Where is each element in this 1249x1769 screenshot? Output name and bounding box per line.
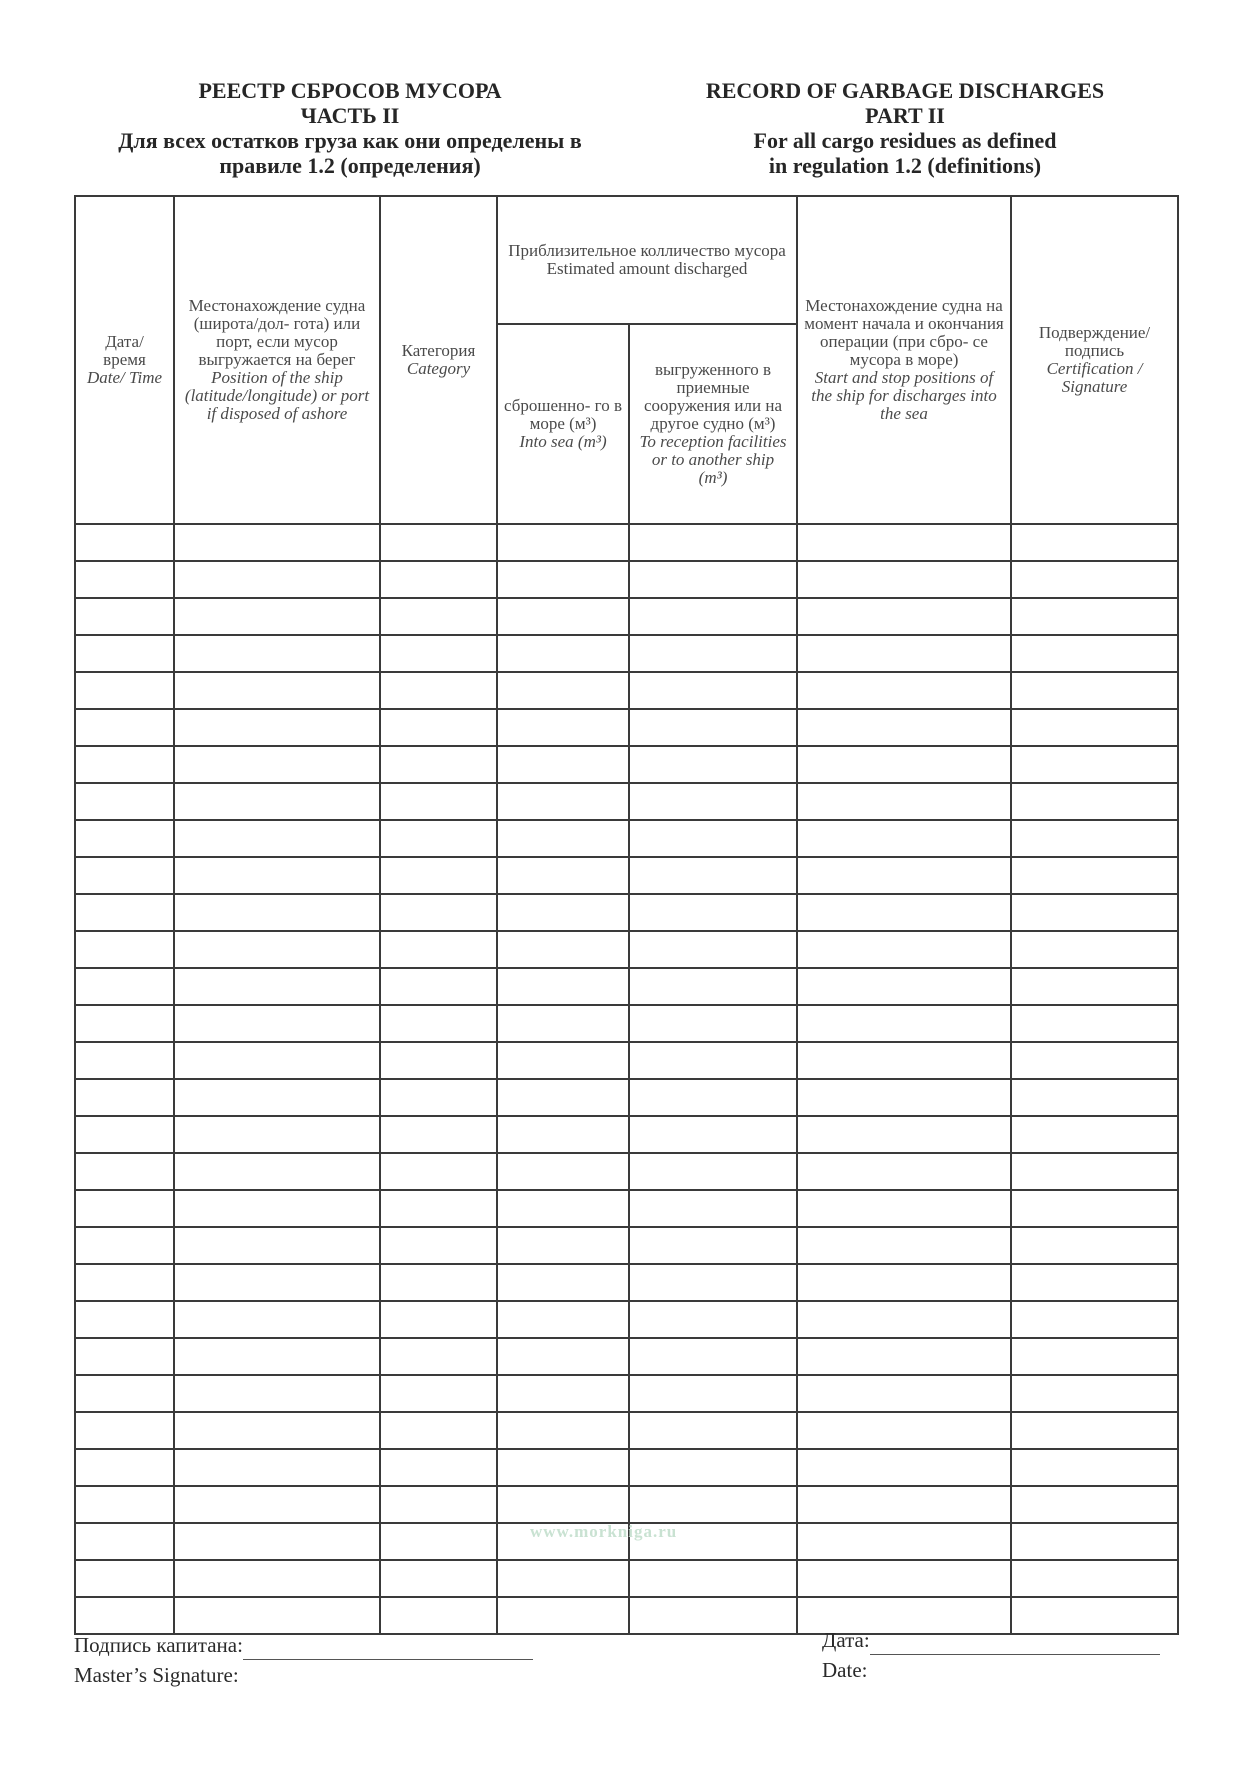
table-cell[interactable] — [797, 968, 1011, 1005]
table-cell[interactable] — [797, 1227, 1011, 1264]
table-cell[interactable] — [174, 1005, 380, 1042]
master-signature-block — [74, 1630, 594, 1690]
table-cell[interactable] — [497, 1227, 629, 1264]
table-cell[interactable] — [75, 1486, 174, 1523]
table-row — [75, 1227, 1178, 1264]
table-cell[interactable] — [75, 1190, 174, 1227]
table-row — [75, 672, 1178, 709]
header-position: Местонахождение судна (широта/дол- гота) или порт, если мусор выгружается на берег Position of the ship (latitude/longitude) or port if disposed of ashore — [174, 196, 380, 524]
table-cell[interactable] — [1011, 931, 1178, 968]
table-cell[interactable] — [174, 1079, 380, 1116]
table-cell[interactable] — [797, 746, 1011, 783]
table-cell[interactable] — [1011, 1560, 1178, 1597]
table-cell[interactable] — [174, 524, 380, 561]
table-cell[interactable] — [75, 1523, 174, 1560]
table-cell[interactable] — [75, 1375, 174, 1412]
table-cell[interactable] — [380, 635, 497, 672]
table-cell[interactable] — [174, 1116, 380, 1153]
table-cell[interactable] — [174, 598, 380, 635]
table-cell[interactable] — [380, 857, 497, 894]
title-english — [665, 78, 1145, 178]
table-cell[interactable] — [497, 931, 629, 968]
table-cell[interactable] — [1011, 1486, 1178, 1523]
table-cell[interactable] — [797, 1190, 1011, 1227]
table-cell[interactable] — [1011, 709, 1178, 746]
table-row — [75, 894, 1178, 931]
table-cell[interactable] — [629, 1116, 797, 1153]
table-cell[interactable] — [629, 857, 797, 894]
title-ru-line3: Для всех остатков груза как они определены в — [118, 128, 582, 153]
table-cell[interactable] — [380, 1005, 497, 1042]
table-cell[interactable] — [497, 1301, 629, 1338]
table-cell[interactable] — [1011, 672, 1178, 709]
table-row — [75, 709, 1178, 746]
table-cell[interactable] — [629, 1042, 797, 1079]
table-row — [75, 524, 1178, 561]
header-start-stop-positions: Местонахождение судна на момент начала и окончания операции (при сбро- се мусора в море) Start and stop positions of the ship for discharges into the sea — [797, 196, 1011, 524]
table-cell[interactable] — [1011, 524, 1178, 561]
title-en-line3: For all cargo residues as defined — [753, 128, 1057, 153]
table-cell[interactable] — [797, 1079, 1011, 1116]
table-cell[interactable] — [380, 746, 497, 783]
table-cell[interactable] — [380, 709, 497, 746]
table-cell[interactable] — [174, 1560, 380, 1597]
table-cell[interactable] — [75, 672, 174, 709]
table-cell[interactable] — [1011, 894, 1178, 931]
table-cell[interactable] — [75, 931, 174, 968]
table-row — [75, 598, 1178, 635]
table-cell[interactable] — [75, 1005, 174, 1042]
table-row — [75, 968, 1178, 1005]
table-cell[interactable] — [629, 894, 797, 931]
table-cell[interactable] — [174, 1338, 380, 1375]
table-cell[interactable] — [380, 1153, 497, 1190]
table-row — [75, 746, 1178, 783]
table-cell[interactable] — [497, 1597, 629, 1634]
table-cell[interactable] — [497, 783, 629, 820]
table-row — [75, 931, 1178, 968]
table-cell[interactable] — [497, 1412, 629, 1449]
table-cell[interactable] — [380, 1597, 497, 1634]
master-signature-en-label: Master’s Signature: — [74, 1663, 239, 1687]
table-cell[interactable] — [174, 672, 380, 709]
table-cell[interactable] — [380, 783, 497, 820]
table-cell[interactable] — [497, 1153, 629, 1190]
table-cell[interactable] — [75, 1079, 174, 1116]
title-ru-line2: ЧАСТЬ II — [300, 103, 400, 128]
table-cell[interactable] — [797, 931, 1011, 968]
table-cell[interactable] — [174, 820, 380, 857]
table-row — [75, 1301, 1178, 1338]
table-cell[interactable] — [380, 1486, 497, 1523]
table-cell[interactable] — [380, 1042, 497, 1079]
table-row — [75, 1560, 1178, 1597]
table-cell[interactable] — [380, 968, 497, 1005]
table-cell[interactable] — [629, 820, 797, 857]
table-cell[interactable] — [497, 598, 629, 635]
table-cell[interactable] — [380, 1301, 497, 1338]
table-cell[interactable] — [797, 1560, 1011, 1597]
table-cell[interactable] — [497, 561, 629, 598]
table-cell[interactable] — [1011, 1190, 1178, 1227]
table-cell[interactable] — [1011, 746, 1178, 783]
table-cell[interactable] — [629, 672, 797, 709]
table-cell[interactable] — [497, 1264, 629, 1301]
table-cell[interactable] — [797, 1412, 1011, 1449]
table-cell[interactable] — [380, 672, 497, 709]
header-to-reception: выгруженного в приемные сооружения или на другое судно (м³) To reception facilities or to another ship (m³) — [629, 324, 797, 524]
table-cell[interactable] — [797, 598, 1011, 635]
table-cell[interactable] — [629, 1597, 797, 1634]
table-cell[interactable] — [75, 968, 174, 1005]
table-cell[interactable] — [1011, 561, 1178, 598]
table-cell[interactable] — [797, 1375, 1011, 1412]
table-row — [75, 1449, 1178, 1486]
table-cell[interactable] — [174, 1486, 380, 1523]
table-cell[interactable] — [75, 1227, 174, 1264]
table-cell[interactable] — [497, 746, 629, 783]
table-cell[interactable] — [75, 709, 174, 746]
table-cell[interactable] — [174, 746, 380, 783]
table-cell[interactable] — [497, 672, 629, 709]
table-cell[interactable] — [75, 1301, 174, 1338]
table-cell[interactable] — [380, 1116, 497, 1153]
table-cell[interactable] — [797, 1042, 1011, 1079]
table-cell[interactable] — [797, 561, 1011, 598]
table-cell[interactable] — [75, 1412, 174, 1449]
table-cell[interactable] — [629, 1486, 797, 1523]
table-cell[interactable] — [497, 1449, 629, 1486]
table-cell[interactable] — [1011, 1523, 1178, 1560]
table-row — [75, 783, 1178, 820]
title-ru-line4: правиле 1.2 (определения) — [219, 153, 481, 178]
table-cell[interactable] — [797, 1449, 1011, 1486]
table-cell[interactable] — [797, 1486, 1011, 1523]
table-cell[interactable] — [1011, 598, 1178, 635]
table-cell[interactable] — [629, 746, 797, 783]
table-row — [75, 635, 1178, 672]
table-cell[interactable] — [629, 524, 797, 561]
table-cell[interactable] — [497, 894, 629, 931]
table-cell[interactable] — [1011, 1301, 1178, 1338]
table-cell[interactable] — [75, 635, 174, 672]
table-cell[interactable] — [797, 524, 1011, 561]
title-russian — [85, 78, 615, 178]
table-cell[interactable] — [797, 820, 1011, 857]
table-cell[interactable] — [1011, 1412, 1178, 1449]
table-cell[interactable] — [174, 635, 380, 672]
record-table-body — [75, 524, 1178, 1634]
title-en-line1: RECORD OF GARBAGE DISCHARGES — [705, 78, 1105, 103]
table-cell[interactable] — [75, 857, 174, 894]
table-cell[interactable] — [1011, 820, 1178, 857]
garbage-record-table — [74, 195, 1179, 1635]
table-cell[interactable] — [75, 783, 174, 820]
table-cell[interactable] — [1011, 857, 1178, 894]
table-cell[interactable] — [380, 524, 497, 561]
table-cell[interactable] — [797, 1264, 1011, 1301]
table-cell[interactable] — [797, 1523, 1011, 1560]
table-cell[interactable] — [174, 1190, 380, 1227]
table-cell[interactable] — [380, 1227, 497, 1264]
table-cell[interactable] — [1011, 1079, 1178, 1116]
table-cell[interactable] — [629, 598, 797, 635]
table-cell[interactable] — [75, 894, 174, 931]
table-cell[interactable] — [380, 1449, 497, 1486]
table-cell[interactable] — [174, 1523, 380, 1560]
table-cell[interactable] — [1011, 968, 1178, 1005]
table-cell[interactable] — [629, 561, 797, 598]
table-cell[interactable] — [380, 1560, 497, 1597]
table-cell[interactable] — [174, 1301, 380, 1338]
table-cell[interactable] — [497, 857, 629, 894]
date-ru-label: Дата: — [822, 1628, 870, 1652]
table-cell[interactable] — [629, 1375, 797, 1412]
table-row — [75, 1079, 1178, 1116]
table-cell[interactable] — [629, 968, 797, 1005]
table-cell[interactable] — [629, 1264, 797, 1301]
table-cell[interactable] — [75, 820, 174, 857]
date-line[interactable] — [870, 1632, 1160, 1655]
table-cell[interactable] — [629, 1412, 797, 1449]
title-en-line2: PART II — [865, 103, 945, 128]
table-cell[interactable] — [174, 1042, 380, 1079]
table-cell[interactable] — [380, 1412, 497, 1449]
table-cell[interactable] — [174, 1412, 380, 1449]
table-cell[interactable] — [797, 672, 1011, 709]
table-cell[interactable] — [497, 1079, 629, 1116]
table-cell[interactable] — [797, 635, 1011, 672]
table-cell[interactable] — [75, 1338, 174, 1375]
table-cell[interactable] — [174, 1375, 380, 1412]
table-row — [75, 1486, 1178, 1523]
table-cell[interactable] — [497, 820, 629, 857]
master-signature-line[interactable] — [243, 1637, 533, 1660]
table-cell[interactable] — [497, 1042, 629, 1079]
watermark: www.morkniga.ru — [530, 1522, 678, 1541]
table-cell[interactable] — [380, 1375, 497, 1412]
table-cell[interactable] — [174, 1449, 380, 1486]
date-block — [822, 1625, 1182, 1685]
table-cell[interactable] — [174, 561, 380, 598]
table-cell[interactable] — [1011, 1153, 1178, 1190]
table-cell[interactable] — [797, 1005, 1011, 1042]
table-cell[interactable] — [1011, 1227, 1178, 1264]
table-row — [75, 561, 1178, 598]
table-row — [75, 1264, 1178, 1301]
table-row — [75, 1153, 1178, 1190]
header-certification: Подверждение/ подпись Certification / Signature — [1011, 196, 1178, 524]
table-cell[interactable] — [629, 1153, 797, 1190]
table-cell[interactable] — [174, 783, 380, 820]
table-cell[interactable] — [497, 1560, 629, 1597]
table-cell[interactable] — [797, 783, 1011, 820]
table-cell[interactable] — [1011, 1338, 1178, 1375]
table-cell[interactable] — [380, 1264, 497, 1301]
table-cell[interactable] — [75, 1116, 174, 1153]
table-row — [75, 1412, 1178, 1449]
table-cell[interactable] — [1011, 1005, 1178, 1042]
master-signature-ru-row — [74, 1630, 594, 1660]
table-cell[interactable] — [497, 1190, 629, 1227]
table-cell[interactable] — [629, 709, 797, 746]
table-cell[interactable] — [1011, 1116, 1178, 1153]
table-row — [75, 820, 1178, 857]
table-cell[interactable] — [75, 1560, 174, 1597]
table-cell[interactable] — [629, 1560, 797, 1597]
table-cell[interactable] — [629, 1338, 797, 1375]
table-cell[interactable] — [497, 1005, 629, 1042]
table-cell[interactable] — [75, 561, 174, 598]
table-row — [75, 1190, 1178, 1227]
table-cell[interactable] — [629, 931, 797, 968]
master-signature-ru-label: Подпись капитана: — [74, 1633, 243, 1657]
table-cell[interactable] — [797, 894, 1011, 931]
table-cell[interactable] — [380, 894, 497, 931]
header-estimated-amount: Приблизительное колличество мусора Estimated amount discharged — [497, 196, 797, 324]
table-cell[interactable] — [497, 524, 629, 561]
table-cell[interactable] — [497, 1338, 629, 1375]
table-row — [75, 1375, 1178, 1412]
table-cell[interactable] — [1011, 635, 1178, 672]
table-cell[interactable] — [629, 783, 797, 820]
table-cell[interactable] — [380, 1190, 497, 1227]
table-cell[interactable] — [174, 1597, 380, 1634]
title-ru-line1: РЕЕСТР СБРОСОВ МУСОРА — [198, 78, 502, 103]
table-cell[interactable] — [629, 1079, 797, 1116]
table-cell[interactable] — [174, 1227, 380, 1264]
table-cell[interactable] — [629, 635, 797, 672]
table-cell[interactable] — [629, 1301, 797, 1338]
header-category: Категория Category — [380, 196, 497, 524]
table-row — [75, 1042, 1178, 1079]
table-cell[interactable] — [497, 968, 629, 1005]
table-cell[interactable] — [497, 1486, 629, 1523]
table-cell[interactable] — [629, 1190, 797, 1227]
table-row — [75, 1338, 1178, 1375]
table-cell[interactable] — [1011, 1264, 1178, 1301]
table-row — [75, 1116, 1178, 1153]
table-cell[interactable] — [174, 894, 380, 931]
table-cell[interactable] — [1011, 1449, 1178, 1486]
table-cell[interactable] — [797, 1338, 1011, 1375]
table-cell[interactable] — [174, 931, 380, 968]
date-en-label: Date: — [822, 1658, 868, 1682]
table-cell[interactable] — [75, 1264, 174, 1301]
table-cell[interactable] — [75, 524, 174, 561]
table-cell[interactable] — [497, 1375, 629, 1412]
table-cell[interactable] — [75, 746, 174, 783]
table-row — [75, 857, 1178, 894]
table-cell[interactable] — [75, 1597, 174, 1634]
table-cell[interactable] — [797, 857, 1011, 894]
table-cell[interactable] — [380, 931, 497, 968]
table-cell[interactable] — [1011, 1375, 1178, 1412]
table-cell[interactable] — [497, 709, 629, 746]
header-date-time: Дата/ время Date/ Time — [75, 196, 174, 524]
table-cell[interactable] — [380, 598, 497, 635]
table-cell[interactable] — [1011, 783, 1178, 820]
table-cell[interactable] — [380, 1338, 497, 1375]
table-cell[interactable] — [75, 598, 174, 635]
table-cell[interactable] — [174, 709, 380, 746]
table-cell[interactable] — [629, 1227, 797, 1264]
table-cell[interactable] — [75, 1449, 174, 1486]
table-cell[interactable] — [380, 820, 497, 857]
table-cell[interactable] — [497, 1116, 629, 1153]
table-cell[interactable] — [497, 635, 629, 672]
table-cell[interactable] — [380, 1079, 497, 1116]
table-cell[interactable] — [797, 1116, 1011, 1153]
record-table-container — [74, 195, 1177, 1581]
table-cell[interactable] — [797, 709, 1011, 746]
table-cell[interactable] — [629, 1005, 797, 1042]
table-cell[interactable] — [797, 1301, 1011, 1338]
table-cell[interactable] — [797, 1153, 1011, 1190]
table-cell[interactable] — [75, 1153, 174, 1190]
header-into-sea: сброшенно- го в море (м³) Into sea (m³) — [497, 324, 629, 524]
table-cell[interactable] — [174, 1264, 380, 1301]
table-cell[interactable] — [174, 1153, 380, 1190]
table-cell[interactable] — [1011, 1042, 1178, 1079]
table-cell[interactable] — [174, 968, 380, 1005]
table-cell[interactable] — [380, 561, 497, 598]
table-cell[interactable] — [75, 1042, 174, 1079]
table-cell[interactable] — [629, 1449, 797, 1486]
table-row — [75, 1005, 1178, 1042]
date-ru-row — [822, 1625, 1182, 1655]
title-en-line4: in regulation 1.2 (definitions) — [768, 153, 1042, 178]
table-cell[interactable] — [380, 1523, 497, 1560]
table-cell[interactable] — [174, 857, 380, 894]
